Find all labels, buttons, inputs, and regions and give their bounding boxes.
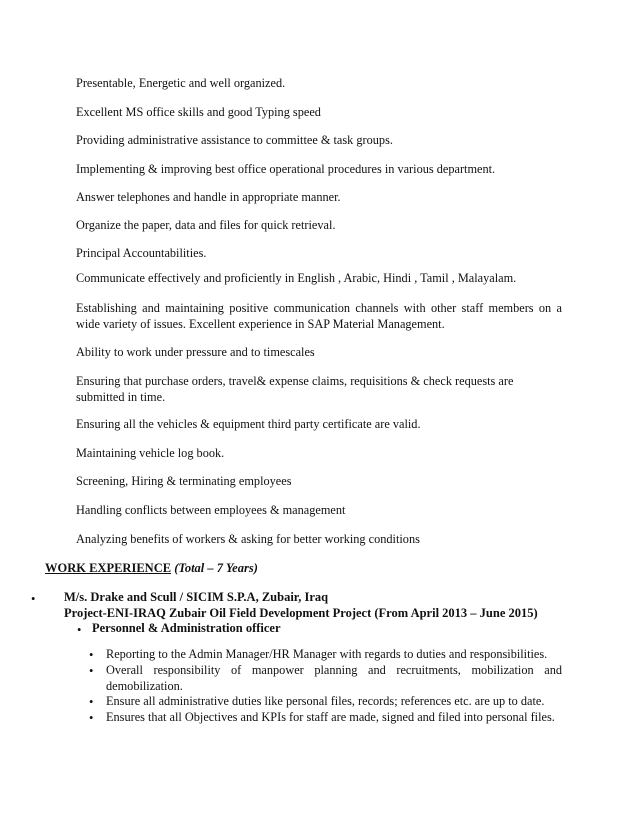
- responsibility-item: Reporting to the Admin Manager/HR Manager with regards to duties and responsibilities.: [106, 647, 548, 661]
- skill-item: Providing administrative assistance to committee & task groups.: [76, 133, 393, 147]
- work-experience-heading: [45, 561, 258, 576]
- company-name: M/s. Drake and Scull / SICIM S.P.A, Zubair, Iraq: [64, 590, 329, 604]
- skill-item: Ensuring that purchase orders, travel& expense claims, requisitions & check requests are submitted in time.: [76, 374, 514, 404]
- responsibility-item: Overall responsibility of manpower planning and recruitments, mobilization and demobilization.: [106, 663, 562, 693]
- skill-item: Organize the paper, data and files for quick retrieval.: [76, 218, 336, 232]
- skill-item: Principal Accountabilities.: [76, 246, 207, 260]
- skill-item: Excellent MS office skills and good Typing speed: [76, 105, 321, 119]
- skill-item: Implementing & improving best office operational procedures in various department.: [76, 162, 496, 176]
- job-role: Personnel & Administration officer: [92, 621, 281, 635]
- skill-item: Communicate effectively and proficiently in English , Arabic, Hindi , Tamil , Malayalam.: [76, 271, 517, 285]
- skill-item: Maintaining vehicle log book.: [76, 446, 225, 460]
- skill-item: Presentable, Energetic and well organized.: [76, 76, 286, 90]
- skill-item: Analyzing benefits of workers & asking for better working conditions: [76, 532, 420, 546]
- skill-item: Handling conflicts between employees & management: [76, 503, 346, 517]
- responsibility-item: Ensure all administrative duties like personal files, records; references etc. are up to date.: [106, 694, 545, 708]
- bullet-icon: •: [89, 695, 94, 709]
- skill-item: Establishing and maintaining positive communication channels with other staff members on a wide variety of issues. Excellent experience in SAP Material Management.: [76, 301, 562, 331]
- bullet-icon: •: [77, 623, 82, 637]
- bullet-icon: •: [89, 664, 94, 678]
- skill-item: Ensuring all the vehicles & equipment third party certificate are valid.: [76, 417, 421, 431]
- bullet-icon: •: [89, 648, 94, 662]
- project-name: Project-ENI-IRAQ Zubair Oil Field Development Project (From April 2013 – June 2015): [64, 606, 538, 620]
- skill-item: Screening, Hiring & terminating employees: [76, 474, 292, 488]
- experience-total: (Total – 7 Years): [174, 561, 258, 575]
- bullet-icon: •: [89, 711, 94, 725]
- skill-item: Ability to work under pressure and to timescales: [76, 345, 315, 359]
- responsibility-item: Ensures that all Objectives and KPIs for staff are made, signed and filed into personal files.: [106, 710, 555, 724]
- skill-item: Answer telephones and handle in appropriate manner.: [76, 190, 341, 204]
- section-title: WORK EXPERIENCE: [45, 561, 172, 575]
- bullet-icon: •: [31, 592, 36, 606]
